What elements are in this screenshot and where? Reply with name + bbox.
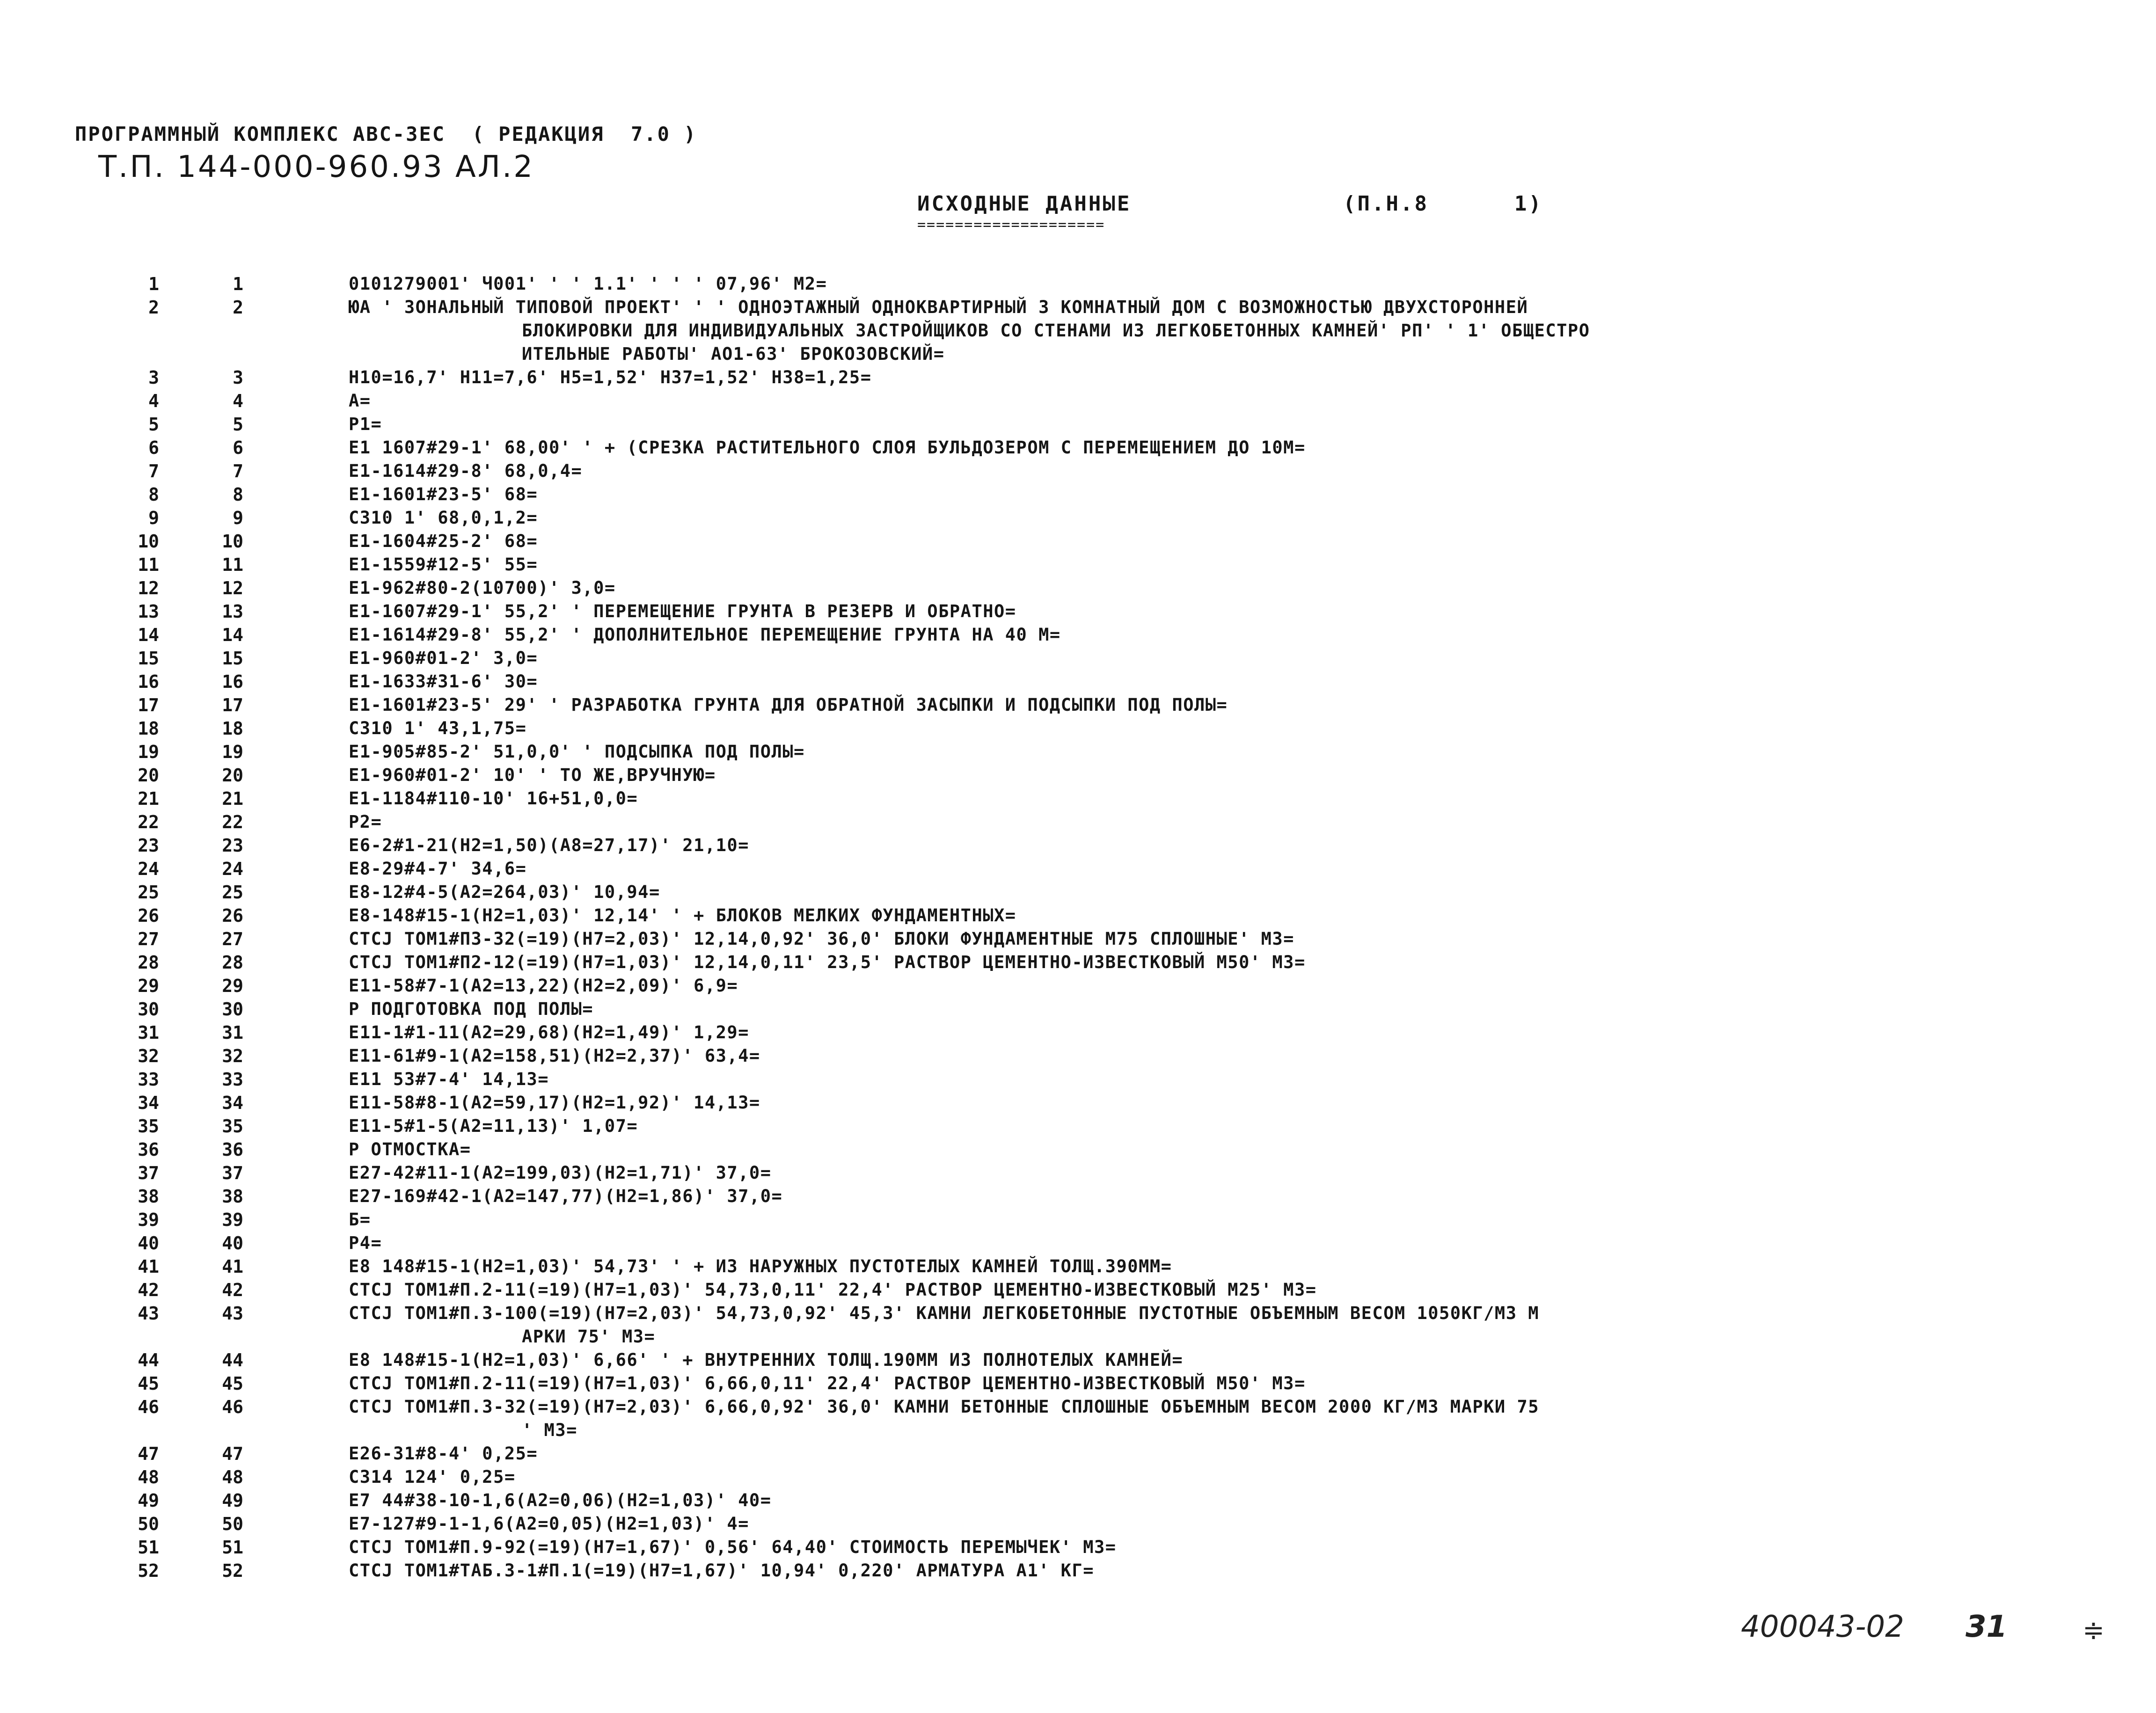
row-text <box>349 904 1912 927</box>
row-text <box>349 857 1912 881</box>
corner-mark: ≑ <box>2083 1615 2105 1646</box>
row-number: 6 <box>148 437 159 458</box>
row-text <box>349 787 1912 810</box>
typical-project-number: Т.П. 144-000-960.93 АЛ.2 <box>98 150 534 184</box>
row-text <box>349 530 1912 553</box>
row-number: 17 <box>138 695 159 715</box>
row-number: 27 <box>138 929 159 949</box>
row-text <box>349 272 1912 296</box>
row-number: 18 <box>138 718 159 739</box>
listing-row <box>0 1115 2156 1138</box>
row-text-main: Е8-12#4-5(А2=264,03)' 10,94= <box>349 882 660 902</box>
row-number: 43 <box>138 1303 159 1324</box>
row-text-main: Е11-58#8-1(А2=59,17)(Н2=1,92)' 14,13= <box>349 1093 760 1113</box>
row-number: 37 <box>138 1163 159 1183</box>
row-number: 33 <box>138 1069 159 1090</box>
program-complex-line: ПРОГРАММНЫЙ КОМПЛЕКС АВС-3ЕС ( РЕДАКЦИЯ 7.0 ) <box>75 123 697 146</box>
listing-row <box>0 1208 2156 1232</box>
row-sequence: 45 <box>222 1373 243 1394</box>
row-sequence: 17 <box>222 695 243 715</box>
row-sequence: 51 <box>222 1537 243 1558</box>
row-sequence: 19 <box>222 742 243 762</box>
row-text <box>349 693 1912 717</box>
row-text <box>349 1208 1912 1232</box>
listing-row <box>0 1185 2156 1208</box>
row-text-main: Е27-169#42-1(А2=147,77)(Н2=1,86)' 37,0= <box>349 1186 783 1206</box>
row-text <box>349 1372 1912 1395</box>
row-text-main: С310 1' 43,1,75= <box>349 718 527 738</box>
page-reference: (П.Н.8 1) <box>1343 192 1543 216</box>
row-number: 42 <box>138 1280 159 1300</box>
row-number: 50 <box>138 1514 159 1534</box>
row-number: 26 <box>138 905 159 926</box>
listing-row <box>0 1302 2156 1349</box>
row-text <box>349 389 1912 413</box>
listing-row <box>0 1536 2156 1559</box>
row-text-main: Е11-58#7-1(А2=13,22)(Н2=2,09)' 6,9= <box>349 976 738 996</box>
row-text <box>349 506 1912 530</box>
row-text-main: Р4= <box>349 1233 382 1253</box>
row-text-main: Е1-962#80-2(10700)' 3,0= <box>349 578 616 598</box>
row-text <box>349 1559 1912 1582</box>
listing-row <box>0 1255 2156 1278</box>
row-text-main: Е1 1607#29-1' 68,00' ' + (СРЕЗКА РАСТИТЕЛЬНОГО СЛОЯ БУЛЬДОЗЕРОМ С ПЕРЕМЕЩЕНИЕМ ДО 10М= <box>349 437 1306 458</box>
row-text <box>349 1185 1912 1208</box>
listing-row <box>0 389 2156 413</box>
row-text <box>349 740 1912 764</box>
row-text-main: Е1-1604#25-2' 68= <box>349 531 538 551</box>
row-text-main: СТСЈ ТОМ1#П.3-100(=19)(Н7=2,03)' 54,73,0,92' 45,3' КАМНИ ЛЕГКОБЕТОННЫЕ ПУСТОТНЫЕ ОБЪЕМНЫМ ВЕСОМ 1050КГ/М3 М <box>349 1303 1540 1323</box>
row-text <box>349 764 1912 787</box>
row-number: 24 <box>138 859 159 879</box>
row-text-main: А= <box>349 391 371 411</box>
document-title: ИСХОДНЫЕ ДАННЫЕ <box>917 192 1132 216</box>
listing-row <box>0 1278 2156 1302</box>
row-text-main: Е1-1601#23-5' 29' ' РАЗРАБОТКА ГРУНТА ДЛЯ ОБРАТНОЙ ЗАСЫПКИ И ПОДСЫПКИ ПОД ПОЛЫ= <box>349 695 1228 715</box>
row-text <box>349 1068 1912 1091</box>
row-text-main: СТСЈ ТОМ1#П2-12(=19)(Н7=1,03)' 12,14,0,11' 23,5' РАСТВОР ЦЕМЕНТНО-ИЗВЕСТКОВЫЙ М50' М3= <box>349 952 1306 972</box>
row-sequence: 42 <box>222 1280 243 1300</box>
row-number: 15 <box>138 648 159 669</box>
listing-body <box>0 272 2156 1582</box>
row-number: 10 <box>138 531 159 552</box>
row-number: 41 <box>138 1256 159 1277</box>
row-number: 30 <box>138 999 159 1020</box>
listing-row <box>0 951 2156 974</box>
row-text <box>349 927 1912 951</box>
row-text <box>349 670 1912 693</box>
listing-row <box>0 1395 2156 1442</box>
row-text <box>349 296 1912 366</box>
row-text <box>349 998 1912 1021</box>
listing-row <box>0 1349 2156 1372</box>
listing-row <box>0 296 2156 366</box>
listing-row <box>0 810 2156 834</box>
row-text-main: Е1-1633#31-6' 30= <box>349 671 538 692</box>
row-number: 16 <box>138 671 159 692</box>
row-text-continuation: ИТЕЛЬНЫЕ РАБОТЫ' АО1-63' БРОКОЗОВСКИЙ= <box>522 344 945 364</box>
row-sequence: 21 <box>222 788 243 809</box>
row-number: 7 <box>148 461 159 481</box>
listing-row <box>0 1044 2156 1068</box>
row-text <box>349 1255 1912 1278</box>
row-sequence: 13 <box>222 601 243 622</box>
row-sequence: 7 <box>233 461 243 481</box>
row-text-main: Р2= <box>349 812 382 832</box>
row-text-main: С310 1' 68,0,1,2= <box>349 508 538 528</box>
row-sequence: 29 <box>222 976 243 996</box>
row-text-main: Н10=16,7' Н11=7,6' Н5=1,52' Н37=1,52' Н38=1,25= <box>349 367 872 387</box>
row-number: 8 <box>148 484 159 505</box>
row-text-main: Е7-127#9-1-1,6(А2=0,05)(Н2=1,03)' 4= <box>349 1514 749 1534</box>
row-number: 48 <box>138 1467 159 1487</box>
row-text-main: Е11 53#7-4' 14,13= <box>349 1069 549 1089</box>
row-sequence: 1 <box>233 274 243 294</box>
row-sequence: 10 <box>222 531 243 552</box>
row-number: 36 <box>138 1139 159 1160</box>
row-text-main: Е11-1#1-11(А2=29,68)(Н2=1,49)' 1,29= <box>349 1022 749 1042</box>
row-text-main: Е8-29#4-7' 34,6= <box>349 859 527 879</box>
row-text <box>349 1442 1912 1465</box>
row-number: 22 <box>138 812 159 832</box>
row-sequence: 48 <box>222 1467 243 1487</box>
row-number: 47 <box>138 1443 159 1464</box>
row-number: 29 <box>138 976 159 996</box>
row-sequence: 52 <box>222 1560 243 1581</box>
row-text-main: Е1-960#01-2' 10' ' ТО ЖЕ,ВРУЧНУЮ= <box>349 765 716 785</box>
row-text-main: СТСЈ ТОМ1#П.2-11(=19)(Н7=1,03)' 6,66,0,11' 22,4' РАСТВОР ЦЕМЕНТНО-ИЗВЕСТКОВЫЙ М50' М3= <box>349 1373 1306 1393</box>
row-text-continuation: БЛОКИРОВКИ ДЛЯ ИНДИВИДУАЛЬНЫХ ЗАСТРОЙЩИКОВ СО СТЕНАМИ ИЗ ЛЕГКОБЕТОННЫХ КАМНЕЙ' РП' ' 1' ОБЩЕСТРО <box>522 321 1590 341</box>
listing-row <box>0 974 2156 998</box>
listing-row <box>0 530 2156 553</box>
row-number: 25 <box>138 882 159 903</box>
listing-row <box>0 647 2156 670</box>
row-sequence: 33 <box>222 1069 243 1090</box>
row-sequence: 16 <box>222 671 243 692</box>
row-sequence: 30 <box>222 999 243 1020</box>
row-text <box>349 576 1912 600</box>
row-text-main: СТСЈ ТОМ1#П3-32(=19)(Н7=2,03)' 12,14,0,92' 36,0' БЛОКИ ФУНДАМЕНТНЫЕ М75 СПЛОШНЫЕ' М3= <box>349 929 1294 949</box>
listing-row <box>0 1559 2156 1582</box>
row-sequence: 14 <box>222 625 243 645</box>
row-text <box>349 1536 1912 1559</box>
row-sequence: 12 <box>222 578 243 598</box>
row-text <box>349 413 1912 436</box>
listing-row <box>0 1161 2156 1185</box>
row-sequence: 25 <box>222 882 243 903</box>
row-sequence: 24 <box>222 859 243 879</box>
listing-row <box>0 576 2156 600</box>
row-text-main: Р ПОДГОТОВКА ПОД ПОЛЫ= <box>349 999 594 1019</box>
row-sequence: 3 <box>233 367 243 388</box>
row-text-main: СТСЈ ТОМ1#П.9-92(=19)(Н7=1,67)' 0,56' 64,40' СТОИМОСТЬ ПЕРЕМЫЧЕК' М3= <box>349 1537 1117 1557</box>
row-number: 45 <box>138 1373 159 1394</box>
row-number: 2 <box>148 297 159 318</box>
listing-row <box>0 1068 2156 1091</box>
row-number: 35 <box>138 1116 159 1137</box>
listing-row <box>0 1489 2156 1512</box>
row-number: 11 <box>138 554 159 575</box>
row-text <box>349 1091 1912 1115</box>
row-sequence: 26 <box>222 905 243 926</box>
listing-row <box>0 998 2156 1021</box>
row-text-main: С314 124' 0,25= <box>349 1467 516 1487</box>
row-number: 34 <box>138 1093 159 1113</box>
row-sequence: 6 <box>233 437 243 458</box>
listing-row <box>0 1232 2156 1255</box>
row-number: 20 <box>138 765 159 786</box>
listing-row <box>0 1442 2156 1465</box>
row-text-main: Е7 44#38-10-1,6(А2=0,06)(Н2=1,03)' 40= <box>349 1490 772 1510</box>
listing-row <box>0 927 2156 951</box>
row-sequence: 2 <box>233 297 243 318</box>
listing-row <box>0 670 2156 693</box>
listing-row <box>0 857 2156 881</box>
row-text <box>349 600 1912 623</box>
listing-row <box>0 272 2156 296</box>
row-text-main: Р ОТМОСТКА= <box>349 1139 471 1159</box>
row-number: 5 <box>148 414 159 435</box>
row-number: 14 <box>138 625 159 645</box>
listing-row <box>0 1021 2156 1044</box>
row-number: 23 <box>138 835 159 856</box>
row-text <box>349 459 1912 483</box>
row-sequence: 5 <box>233 414 243 435</box>
row-text <box>349 1021 1912 1044</box>
row-text-main: Е1-905#85-2' 51,0,0' ' ПОДСЫПКА ПОД ПОЛЫ= <box>349 742 805 762</box>
row-number: 46 <box>138 1397 159 1417</box>
row-text <box>349 483 1912 506</box>
row-text <box>349 1278 1912 1302</box>
row-text <box>349 1349 1912 1372</box>
row-text-main: Е1-1614#29-8' 55,2' ' ДОПОЛНИТЕЛЬНОЕ ПЕРЕМЕЩЕНИЕ ГРУНТА НА 40 М= <box>349 625 1061 645</box>
row-text <box>349 1232 1912 1255</box>
row-number: 44 <box>138 1350 159 1370</box>
row-sequence: 9 <box>233 508 243 528</box>
row-text-main: Е11-5#1-5(А2=11,13)' 1,07= <box>349 1116 638 1136</box>
row-sequence: 36 <box>222 1139 243 1160</box>
listing-row <box>0 881 2156 904</box>
row-text <box>349 951 1912 974</box>
row-number: 1 <box>148 274 159 294</box>
row-sequence: 37 <box>222 1163 243 1183</box>
row-text-main: 0101279001' Ч001' ' ' 1.1' ' ' ' 07,96' М2= <box>349 274 827 294</box>
row-number: 28 <box>138 952 159 973</box>
row-sequence: 31 <box>222 1022 243 1043</box>
row-sequence: 32 <box>222 1046 243 1066</box>
row-number: 19 <box>138 742 159 762</box>
row-text-main: Е26-31#8-4' 0,25= <box>349 1443 538 1464</box>
listing-row <box>0 553 2156 576</box>
row-number: 38 <box>138 1186 159 1207</box>
row-number: 32 <box>138 1046 159 1066</box>
row-sequence: 8 <box>233 484 243 505</box>
listing-row <box>0 764 2156 787</box>
row-sequence: 35 <box>222 1116 243 1137</box>
row-sequence: 40 <box>222 1233 243 1254</box>
listing-row <box>0 600 2156 623</box>
title-block <box>917 192 1131 233</box>
row-sequence: 15 <box>222 648 243 669</box>
row-sequence: 28 <box>222 952 243 973</box>
listing-row <box>0 1091 2156 1115</box>
row-text <box>349 436 1912 459</box>
row-text <box>349 1302 1912 1349</box>
row-text-main: Е1-1559#12-5' 55= <box>349 554 538 575</box>
row-number: 39 <box>138 1210 159 1230</box>
title-underline: ==================== <box>917 217 1105 233</box>
listing-row <box>0 740 2156 764</box>
listing-row <box>0 693 2156 717</box>
listing-row <box>0 1465 2156 1489</box>
row-text-main: Е11-61#9-1(А2=158,51)(Н2=2,37)' 63,4= <box>349 1046 760 1066</box>
row-number: 12 <box>138 578 159 598</box>
row-sequence: 27 <box>222 929 243 949</box>
row-text-main: Е1-1614#29-8' 68,0,4= <box>349 461 583 481</box>
row-text-main: ЮА ' ЗОНАЛЬНЫЙ ТИПОВОЙ ПРОЕКТ' ' ' ОДНОЭТАЖНЫЙ ОДНОКВАРТИРНЫЙ 3 КОМНАТНЫЙ ДОМ С ВОЗМОЖНОСТЬЮ ДВУХСТОРОННЕЙ <box>349 297 1528 317</box>
listing-row <box>0 459 2156 483</box>
row-text-main: Е1-1601#23-5' 68= <box>349 484 538 504</box>
row-text <box>349 1044 1912 1068</box>
row-sequence: 47 <box>222 1443 243 1464</box>
listing-row <box>0 623 2156 647</box>
row-sequence: 43 <box>222 1303 243 1324</box>
row-number: 9 <box>148 508 159 528</box>
row-number: 21 <box>138 788 159 809</box>
listing-row <box>0 366 2156 389</box>
row-text <box>349 1115 1912 1138</box>
row-sequence: 46 <box>222 1397 243 1417</box>
listing-row <box>0 483 2156 506</box>
listing-row <box>0 1512 2156 1536</box>
listing-row <box>0 787 2156 810</box>
listing-row <box>0 717 2156 740</box>
row-sequence: 23 <box>222 835 243 856</box>
listing-row <box>0 413 2156 436</box>
row-sequence: 44 <box>222 1350 243 1370</box>
listing-row <box>0 1372 2156 1395</box>
row-text <box>349 553 1912 576</box>
row-text <box>349 717 1912 740</box>
row-sequence: 20 <box>222 765 243 786</box>
row-text-continuation: АРКИ 75' М3= <box>522 1327 656 1347</box>
row-text-main: Е8-148#15-1(Н2=1,03)' 12,14' ' + БЛОКОВ МЕЛКИХ ФУНДАМЕНТНЫХ= <box>349 905 1016 926</box>
row-number: 49 <box>138 1490 159 1511</box>
listing-row <box>0 506 2156 530</box>
row-sequence: 50 <box>222 1514 243 1534</box>
row-sequence: 49 <box>222 1490 243 1511</box>
row-text <box>349 623 1912 647</box>
row-sequence: 39 <box>222 1210 243 1230</box>
row-sequence: 11 <box>222 554 243 575</box>
row-text-main: Е8 148#15-1(Н2=1,03)' 54,73' ' + ИЗ НАРУЖНЫХ ПУСТОТЕЛЫХ КАМНЕЙ ТОЛЩ.390ММ= <box>349 1256 1172 1276</box>
row-text <box>349 1395 1912 1442</box>
row-text <box>349 1465 1912 1489</box>
row-text-main: СТСЈ ТОМ1#П.3-32(=19)(Н7=2,03)' 6,66,0,92' 36,0' КАМНИ БЕТОННЫЕ СПЛОШНЫЕ ОБЪЕМНЫМ ВЕСОМ 2000 КГ/М3 МАРКИ 75 <box>349 1397 1540 1417</box>
archive-number: 400043-02 <box>1741 1610 1904 1644</box>
sheet-number: 31 <box>1966 1610 2008 1644</box>
row-text-main: Е1-960#01-2' 3,0= <box>349 648 538 668</box>
row-text-continuation: ' М3= <box>522 1420 577 1440</box>
row-number: 3 <box>148 367 159 388</box>
row-text <box>349 881 1912 904</box>
row-text <box>349 810 1912 834</box>
row-text-main: Е27-42#11-1(А2=199,03)(Н2=1,71)' 37,0= <box>349 1163 772 1183</box>
row-number: 52 <box>138 1560 159 1581</box>
row-text-main: Е1-1607#29-1' 55,2' ' ПЕРЕМЕЩЕНИЕ ГРУНТА В РЕЗЕРВ И ОБРАТНО= <box>349 601 1016 621</box>
row-text-main: Е6-2#1-21(Н2=1,50)(А8=27,17)' 21,10= <box>349 835 749 855</box>
listing-row <box>0 1138 2156 1161</box>
row-text-main: СТСЈ ТОМ1#П.2-11(=19)(Н7=1,03)' 54,73,0,11' 22,4' РАСТВОР ЦЕМЕНТНО-ИЗВЕСТКОВЫЙ М25' М3= <box>349 1280 1317 1300</box>
row-sequence: 34 <box>222 1093 243 1113</box>
row-number: 4 <box>148 391 159 411</box>
row-sequence: 4 <box>233 391 243 411</box>
row-number: 40 <box>138 1233 159 1254</box>
row-text-main: Е1-1184#110-10' 16+51,0,0= <box>349 788 638 809</box>
row-text <box>349 1512 1912 1536</box>
row-text <box>349 647 1912 670</box>
row-text <box>349 974 1912 998</box>
row-text <box>349 366 1912 389</box>
row-text <box>349 834 1912 857</box>
row-text-main: Е8 148#15-1(Н2=1,03)' 6,66' ' + ВНУТРЕННИХ ТОЛЩ.190ММ ИЗ ПОЛНОТЕЛЫХ КАМНЕЙ= <box>349 1350 1184 1370</box>
row-text <box>349 1489 1912 1512</box>
row-text <box>349 1161 1912 1185</box>
row-sequence: 18 <box>222 718 243 739</box>
row-sequence: 41 <box>222 1256 243 1277</box>
row-number: 13 <box>138 601 159 622</box>
row-number: 51 <box>138 1537 159 1558</box>
listing-row <box>0 436 2156 459</box>
listing-row <box>0 904 2156 927</box>
row-text <box>349 1138 1912 1161</box>
row-text-main: СТСЈ ТОМ1#ТАБ.3-1#П.1(=19)(Н7=1,67)' 10,94' 0,220' АРМАТУРА А1' КГ= <box>349 1560 1094 1581</box>
row-sequence: 22 <box>222 812 243 832</box>
row-text-main: Б= <box>349 1210 371 1230</box>
listing-row <box>0 834 2156 857</box>
row-sequence: 38 <box>222 1186 243 1207</box>
row-text-main: Р1= <box>349 414 382 434</box>
row-number: 31 <box>138 1022 159 1043</box>
